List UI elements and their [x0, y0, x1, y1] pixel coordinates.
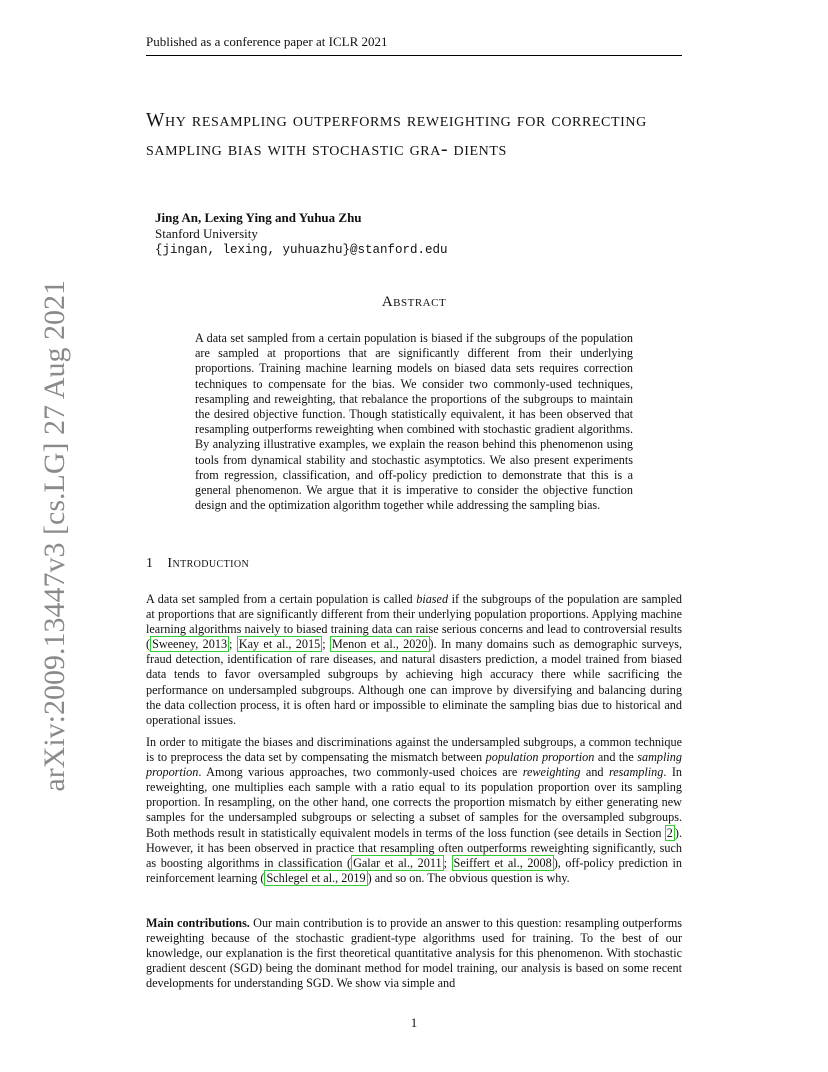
text-run: Our main contribution is to provide an answer to this question: resampling outperforms reweighting because of the stochastic gradient-type algorithms used for training. To the best of our knowledge, our explanation is the first theoretical quantitative analysis for this phenomenon. With stochastic gradient descent (SGD) being the dominant method for model training, our analysis is based on some recent developments for understanding SGD. We show via simple and	[146, 916, 682, 991]
paper-title: Why resampling outperforms reweighting for correcting sampling bias with stochastic gra- dients	[146, 110, 647, 160]
text-run: ). In many domains such as demographic surveys, fraud detection, identification of rare diseases, and natural disasters prediction, a model trained from biased data tends to favor oversampled subgroups by achieving high accuracy there while sacrificing the performance on undersampled subgroups. Although one can improve by diversifying and balancing during the data collection process, it is often hard or impossible to eliminate the sampling bias due to historical and operational issues.	[146, 637, 682, 727]
section-number: 1	[146, 556, 154, 571]
text-run: . In reweighting, one multiplies each sample with a ratio equal to its population proportion over its sampling proportion. In resampling, on the other hand, one corrects the proportion mismatch by either generating new samples for the undersampled subgroups or selecting a subset of samples for the oversampled subgroups. Both methods result in statistically equivalent models in terms of the loss function (see details in Section	[146, 765, 682, 840]
text-run: ). However, it has been observed in practice that resampling often outperforms reweighting significantly, such as boosting algorithms in classification (	[146, 825, 682, 870]
section-reference-link[interactable]: 2	[666, 825, 673, 840]
emphasis-term: reweighting	[522, 765, 581, 780]
author-affiliation: Stanford University	[155, 226, 258, 241]
citation-link[interactable]: Kay et al., 2015	[238, 637, 321, 652]
emphasis-term: resampling	[608, 765, 664, 780]
emphasis-term: sampling proportion	[146, 750, 682, 780]
emphasis-term: population proportion	[485, 750, 595, 765]
citation-link[interactable]: Seiffert et al., 2008	[453, 855, 552, 870]
abstract-text: A data set sampled from a certain population is biased if the subgroups of the population are sampled at proportions that are significantly different from their underlying proportions. Training machine learning models on biased data sets requires correction techniques to compensate for the bias. We consider two commonly-used techniques, resampling and reweighting, that rebalance the proportions of the subgroups to maintain the desired objective function. Though statistically equivalent, it has been observed that resampling outperforms reweighting when combined with stochastic gradient algorithms. By analyzing illustrative examples, we explain the reason behind this phenomenon using tools from dynamical stability and stochastic asymptotics. We also present experiments from regression, classification, and off-policy prediction to demonstrate that this is a general phenomenon. We argue that it is imperative to consider the objective function design and the optimization algorithm together while addressing the sampling bias.	[195, 331, 633, 513]
citation-link[interactable]: Schlegel et al., 2019	[266, 870, 366, 885]
paragraph-lead: Main contributions.	[146, 916, 250, 930]
text-run: . Among various approaches, two commonly-used choices are	[198, 765, 523, 780]
text-run: ), off-policy prediction in reinforcement learning (	[146, 855, 683, 885]
intro-paragraph-2: In order to mitigate the biases and discriminations against the undersampled subgroups, a common technique is to preprocess the data set by compensating the mismatch between population proportion and the sampling proportion. Among various approaches, two commonly-used choices are reweighting and resampling. In reweighting, one multiplies each sample with a ratio equal to its population proportion over its sampling proportion. In resampling, on the other hand, one corrects the proportion mismatch by either generating new samples for the undersampled subgroups or selecting a subset of samples for the oversampled subgroups. Both methods result in statistically equivalent models in terms of the loss function (see details in Section 2 ). However, it has been observed in practice that resampling often outperforms reweighting significantly, such as boosting algorithms in classification ( Galar et al., 2011 ; Seiffert et al., 2008 ), off-policy prediction in reinforcement learning ( Schlegel et al., 2019 ) and so on. The obvious question is why.	[146, 735, 683, 885]
text-run: In order to mitigate the biases and discriminations against the undersampled subgroups, a common technique is to preprocess the data set by compensating the mismatch between	[146, 735, 682, 765]
author-email: {jingan, lexing, yuhuazhu}@stanford.edu	[155, 243, 448, 257]
main-contributions-paragraph	[146, 916, 682, 991]
text-run: if the subgroups of the population are sampled at proportions that are significantly different from their underlying population proportions. Applying machine learning algorithms naively to biased training data can raise serious concerns and lead to controversial results (	[146, 592, 683, 652]
citation-link[interactable]: Menon et al., 2020	[331, 637, 428, 652]
text-run: A data set sampled from a certain population is called	[146, 592, 417, 606]
section-heading	[146, 556, 249, 572]
text-run: and the	[594, 750, 638, 765]
emphasis-biased: biased	[416, 592, 449, 606]
abstract-heading: Abstract	[381, 294, 447, 310]
section-title: Introduction	[167, 556, 250, 571]
author-block	[155, 210, 448, 258]
author-names: Jing An, Lexing Ying and Yuhua Zhu	[155, 210, 362, 225]
text-run: ) and so on. The obvious question is why.	[367, 870, 570, 885]
citation-link[interactable]: Sweeney, 2013	[152, 637, 228, 652]
arxiv-identifier: arXiv:2009.13447v3 [cs.LG] 27 Aug 2021	[38, 280, 71, 792]
running-header: Published as a conference paper at ICLR 2021	[146, 34, 682, 56]
page-number: 1	[410, 1015, 418, 1030]
intro-paragraph-1: A data set sampled from a certain population is called biased if the subgroups of the population are sampled at proportions that are significantly different from their underlying population proportions. Applying machine learning algorithms naively to biased training data can raise serious concerns and lead to controversial results ( Sweeney, 2013 ; Kay et al., 2015 ; Menon et al., 2020 ). In many domains such as demographic surveys, fraud detection, identification of rare diseases, and natural disasters prediction, a model trained from biased data tends to favor oversampled subgroups by achieving high accuracy there while sacrificing the performance on undersampled subgroups. Although one can improve by diversifying and balancing during the data collection process, it is often hard or impossible to eliminate the sampling bias due to historical and operational issues.	[146, 592, 683, 727]
citation-link[interactable]: Galar et al., 2011	[353, 855, 442, 870]
text-run: and	[580, 765, 609, 780]
